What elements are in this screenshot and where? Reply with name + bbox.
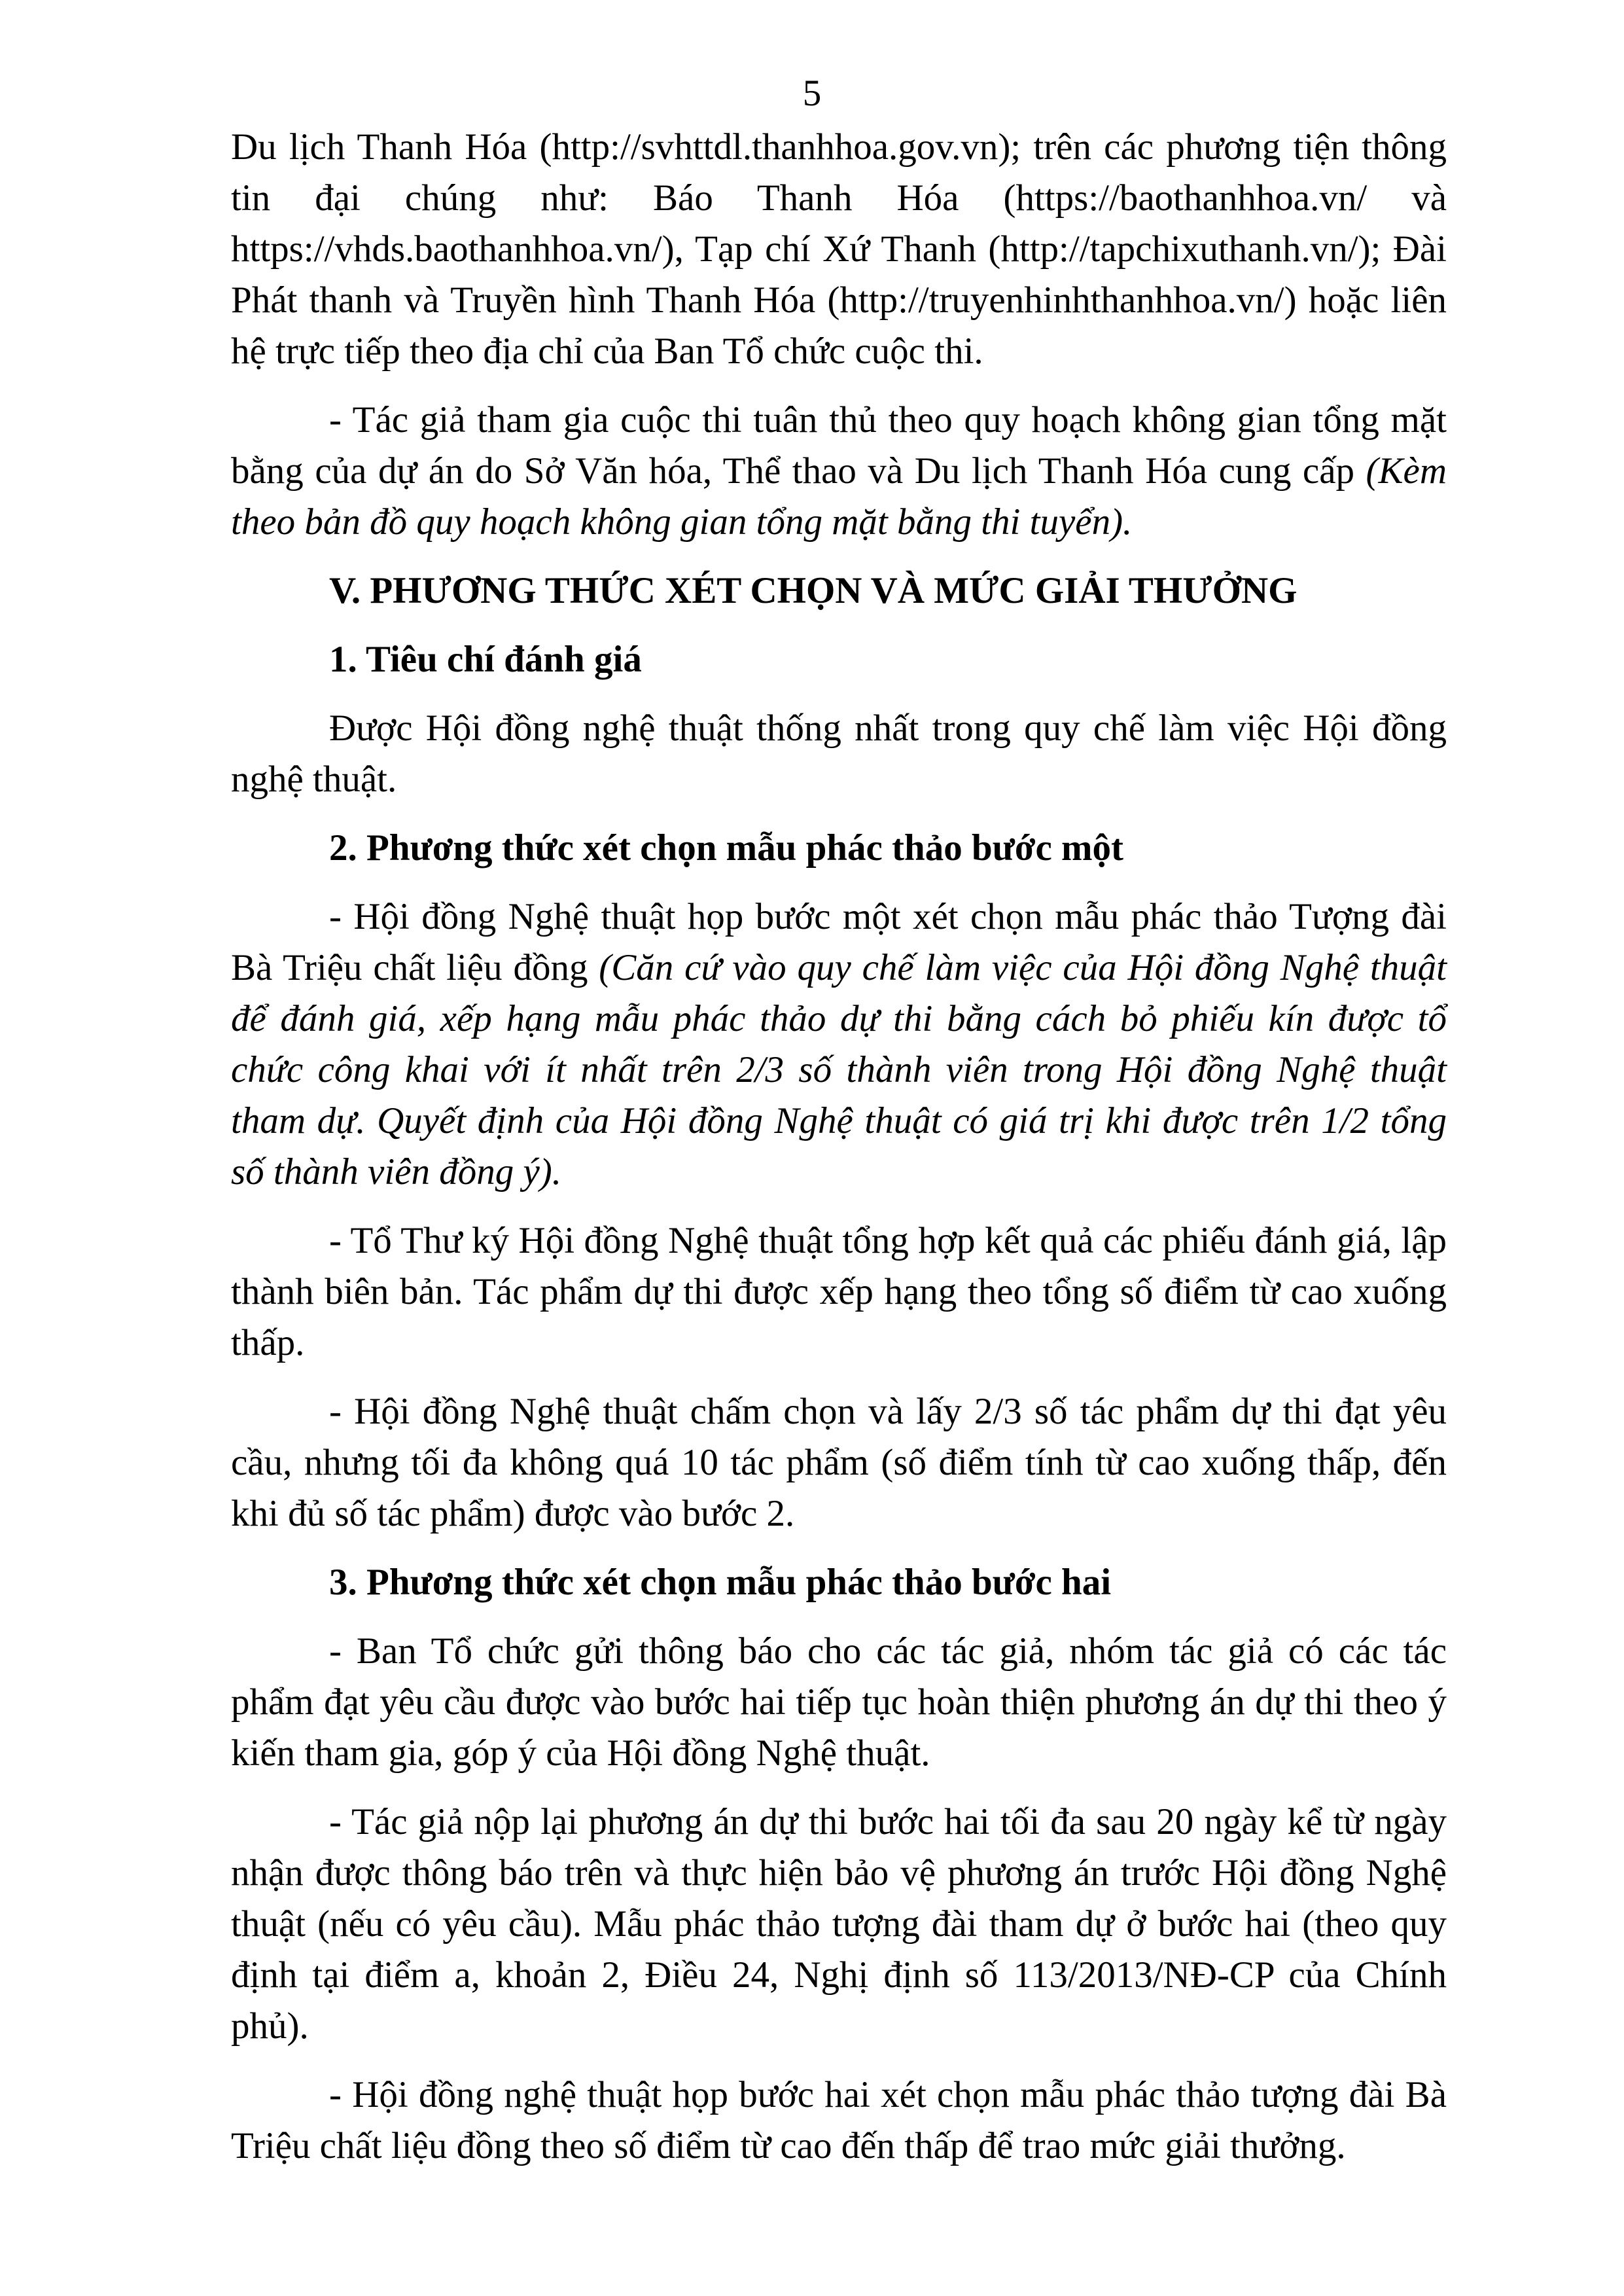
paragraph-resubmission-deadline bbox=[231, 1797, 1447, 2052]
heading-section-v bbox=[231, 565, 1447, 617]
paragraph-resubmission-deadline-text: - Tác giả nộp lại phương án dự thi bước hai tối đa sau 20 ngày kể từ ngày nhận được thông báo trên và thực hiện bảo vệ phương án trước Hội đồng Nghệ thuật (nếu có yêu cầu). Mẫu phác thảo tượng đài tham dự ở bước hai (theo quy định tại điểm a, khoản 2, Điều 24, Nghị định số 113/2013/NĐ-CP của Chính phủ). bbox=[231, 1801, 1447, 2047]
heading-evaluation-criteria-text: 1. Tiêu chí đánh giá bbox=[329, 639, 642, 680]
paragraph-secretary-summary bbox=[231, 1215, 1447, 1369]
document-body bbox=[231, 122, 1447, 2172]
heading-step-one bbox=[231, 823, 1447, 874]
paragraph-step-one-selection-text: - Hội đồng Nghệ thuật họp bước một xét chọn mẫu phác thảo Tượng đài Bà Triệu chất liệu đồng bbox=[231, 896, 1447, 988]
paragraph-secretary-summary-text: - Tổ Thư ký Hội đồng Nghệ thuật tổng hợp kết quả các phiếu đánh giá, lập thành biên bản. Tác phẩm dự thi được xếp hạng theo tổng số điểm từ cao xuống thấp. bbox=[231, 1220, 1447, 1363]
paragraph-planning-compliance-note: (Kèm theo bản đồ quy hoạch không gian tổng mặt bằng thi tuyển). bbox=[231, 450, 1447, 543]
paragraph-award-decision bbox=[231, 2070, 1447, 2172]
paragraph-step-two-notification-text: - Ban Tổ chức gửi thông báo cho các tác giả, nhóm tác giả có các tác phẩm đạt yêu cầu được vào bước hai tiếp tục hoàn thiện phương án dự thi theo ý kiến tham gia, góp ý của Hội đồng Nghệ thuật. bbox=[231, 1630, 1447, 1774]
paragraph-step-one-selection bbox=[231, 891, 1447, 1198]
paragraph-contact-channels-text: Du lịch Thanh Hóa (http://svhttdl.thanhhoa.gov.vn); trên các phương tiện thông tin đại chúng như: Báo Thanh Hóa (https://baothanhhoa.vn/ và https://vhds.baothanhhoa.vn/), Tạp chí Xứ Thanh (http://tapchixuthanh.vn/); Đài Phát thanh và Truyền hình Thanh Hóa (http://truyenhinhthanhhoa.vn/) hoặc liên hệ trực tiếp theo địa chỉ của Ban Tổ chức cuộc thi. bbox=[231, 126, 1447, 372]
paragraph-evaluation-criteria bbox=[231, 703, 1447, 805]
heading-step-two bbox=[231, 1557, 1447, 1608]
paragraph-evaluation-criteria-text: Được Hội đồng nghệ thuật thống nhất trong quy chế làm việc Hội đồng nghệ thuật. bbox=[231, 708, 1447, 800]
heading-evaluation-criteria bbox=[231, 634, 1447, 685]
paragraph-two-thirds-selection-text: - Hội đồng Nghệ thuật chấm chọn và lấy 2/3 số tác phẩm dự thi đạt yêu cầu, nhưng tối đa không quá 10 tác phẩm (số điểm tính từ cao xuống thấp, đến khi đủ số tác phẩm) được vào bước 2. bbox=[231, 1391, 1447, 1534]
paragraph-contact-channels bbox=[231, 122, 1447, 377]
heading-section-v-text: V. PHƯƠNG THỨC XÉT CHỌN VÀ MỨC GIẢI THƯỞNG bbox=[329, 570, 1297, 611]
page-number: 5 bbox=[802, 73, 822, 114]
paragraph-planning-compliance-text: - Tác giả tham gia cuộc thi tuân thủ theo quy hoạch không gian tổng mặt bằng của dự án do Sở Văn hóa, Thể thao và Du lịch Thanh Hóa cung cấp bbox=[231, 399, 1447, 492]
paragraph-two-thirds-selection bbox=[231, 1386, 1447, 1539]
paragraph-step-two-notification bbox=[231, 1626, 1447, 1779]
paragraph-award-decision-text: - Hội đồng nghệ thuật họp bước hai xét chọn mẫu phác thảo tượng đài Bà Triệu chất liệu đồng theo số điểm từ cao đến thấp để trao mức giải thưởng. bbox=[231, 2074, 1447, 2166]
paragraph-step-one-selection-note: (Căn cứ vào quy chế làm việc của Hội đồng Nghệ thuật để đánh giá, xếp hạng mẫu phác thảo dự thi bằng cách bỏ phiếu kín được tổ chức công khai với ít nhất trên 2/3 số thành viên trong Hội đồng Nghệ thuật tham dự. Quyết định của Hội đồng Nghệ thuật có giá trị khi được trên 1/2 tổng số thành viên đồng ý). bbox=[231, 947, 1447, 1193]
paragraph-planning-compliance bbox=[231, 395, 1447, 548]
heading-step-one-text: 2. Phương thức xét chọn mẫu phác thảo bước một bbox=[329, 827, 1123, 869]
heading-step-two-text: 3. Phương thức xét chọn mẫu phác thảo bước hai bbox=[329, 1562, 1112, 1603]
